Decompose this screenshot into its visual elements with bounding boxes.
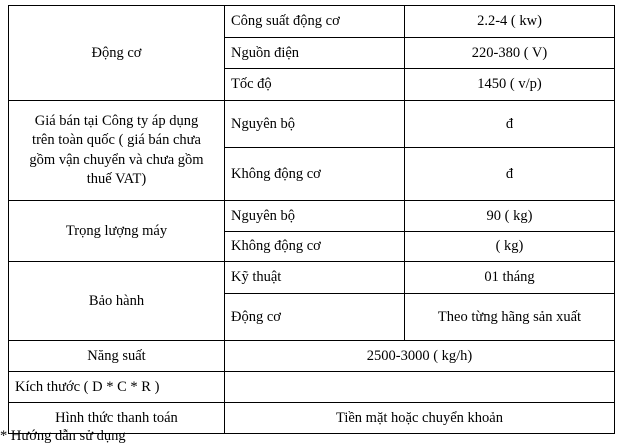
table-row (9, 372, 615, 403)
warranty-technical-value: 01 tháng (405, 262, 615, 294)
weight-no-engine-value: ( kg) (405, 232, 615, 262)
weight-full-set-value: 90 ( kg) (405, 201, 615, 232)
price-label-line: gồm vận chuyển và chưa gồm (29, 151, 204, 168)
warranty-technical-label: Kỹ thuật (225, 262, 405, 294)
payment-label: Hình thức thanh toán (9, 403, 225, 434)
table-row (9, 101, 615, 148)
warranty-engine-label: Động cơ (225, 294, 405, 341)
table-row (9, 201, 615, 232)
price-no-engine-label: Không động cơ (225, 148, 405, 201)
warranty-engine-value: Theo từng hãng sản xuất (405, 294, 615, 341)
weight-no-engine-label: Không động cơ (225, 232, 405, 262)
table-row (9, 6, 615, 38)
power-source-label: Nguồn điện (225, 38, 405, 69)
productivity-label: Năng suất (9, 341, 225, 372)
price-label (9, 101, 225, 201)
productivity-value: 2500-3000 ( kg/h) (225, 341, 615, 372)
warranty-label: Bảo hành (9, 262, 225, 341)
speed-label: Tốc độ (225, 69, 405, 101)
footer-note: * Hướng dẫn sử dụng (0, 428, 126, 444)
weight-label: Trọng lượng máy (9, 201, 225, 262)
table-row (9, 262, 615, 294)
dimensions-value (225, 372, 615, 403)
engine-power-label: Công suất động cơ (225, 6, 405, 38)
dimensions-label: Kích thước ( D * C * R ) (9, 372, 225, 403)
price-no-engine-value: đ (405, 148, 615, 201)
speed-value: 1450 ( v/p) (405, 69, 615, 101)
price-label-line: thuế VAT) (86, 171, 147, 187)
power-source-value: 220-380 ( V) (405, 38, 615, 69)
engine-power-value: 2.2-4 ( kw) (405, 6, 615, 38)
weight-full-set-label: Nguyên bộ (225, 201, 405, 232)
price-full-set-label: Nguyên bộ (225, 101, 405, 148)
table-row (9, 341, 615, 372)
price-label-line: Giá bán tại Công ty áp dụng (34, 112, 199, 129)
price-label-line: trên toàn quốc ( giá bán chưa (32, 132, 201, 148)
price-full-set-value: đ (405, 101, 615, 148)
spec-table (8, 5, 615, 434)
engine-label: Động cơ (9, 6, 225, 101)
payment-value: Tiền mặt hoặc chuyển khoản (225, 403, 615, 434)
